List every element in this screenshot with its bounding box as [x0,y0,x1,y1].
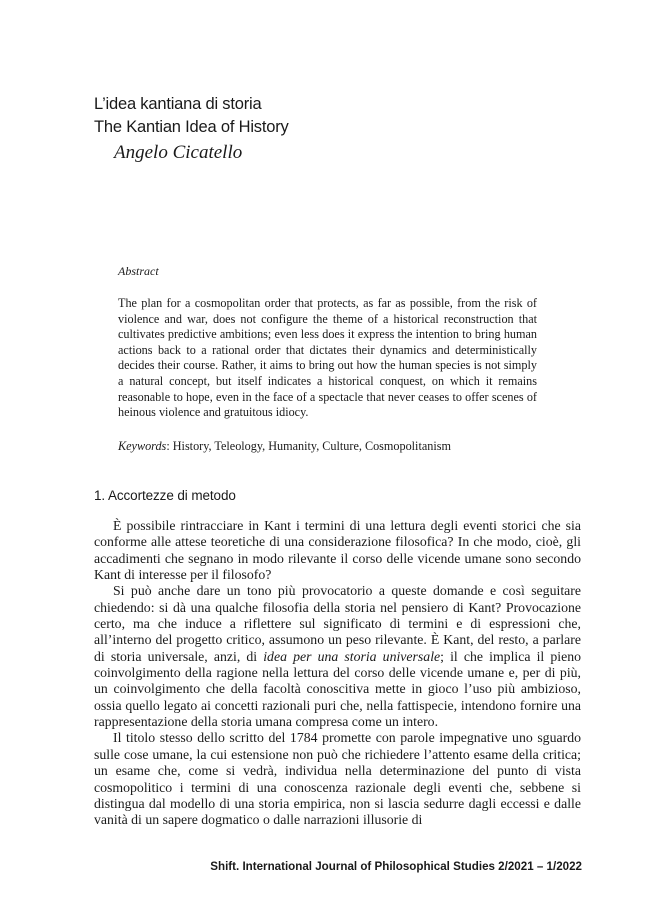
article-title-italian: L’idea kantiana di storia [94,95,262,113]
keywords-separator: : [166,438,173,453]
keywords-list: History, Teleology, Humanity, Culture, Cosmopolitanism [172,438,451,453]
paragraph-1: È possibile rintracciare in Kant i termini di una lettura degli eventi storici che sia conforme alle attese teoretiche di una considerazione filosofica? In che modo, cioè, gli accadimenti che segnano in modo rilevante il corso delle vicende umane sono secondo Kant di interesse per il filosofo? [94,518,581,583]
keywords-line [118,439,537,455]
body-text [94,518,581,829]
abstract-block [118,264,537,454]
title-block [94,93,289,165]
abstract-text: The plan for a cosmopolitan order that protects, as far as possible, from the risk of violence and war, does not configure the theme of a historical reconstruction that cultivates predictive ambitions; even less does it express the intention to bring human actions back to a rational order that dictates their dynamics and deterministically decides their course. Rather, it aims to bring out how the human species is not simply a natural concept, but itself indicates a historical conquest, on which it remains reasonable to hope, even in the face of a spectacle that never ceases to offer scenes of heinous violence and gratuitous idiocy. [118,296,537,420]
journal-footer: Shift. International Journal of Philosophical Studies 2/2021 – 1/2022 [210,860,582,873]
keywords-label: Keywords [118,438,167,453]
paragraph-3: Il titolo stesso dello scritto del 1784 promette con parole impegnative uno sguardo sulle cose umane, la cui estensione non può che richiedere l’attento esame della critica; un esame che, come si vedrà, individua nella determinazione del punto di vista cosmopolitico i termini di una conoscenza razionale degli eventi che, sebbene si distingua dal modello di una storia empirica, non si lascia sedurre dagli eccessi e dalle vanità di un sapere dogmatico o dalle narrazioni illusorie di [94,730,581,828]
abstract-heading: Abstract [118,264,159,278]
author-name: Angelo Cicatello [114,142,243,163]
article-title-english: The Kantian Idea of History [94,118,289,136]
paragraph-2-part-2: ; il che implica il pieno coinvolgimento della ragione nella lettura del corso delle vicende umane e, per di più, un coinvolgimento che della facoltà conoscitiva mette in gioco l’uso più ambizioso, ossia quello legato ai concetti razionali puri che, nella fattispecie, intendono fornire una rappresentazione della storia umana compresa come un intero. [94,648,582,730]
section-heading: 1. Accortezze di metodo [94,488,236,503]
paragraph-2-emphasis: idea per una storia universale [263,648,441,664]
paragraph-2 [94,583,581,730]
paragraph-2-part-1: Si può anche dare un tono più provocatorio a queste domande e così seguitare chiedendo: si dà una qualche filosofia della storia nel pensiero di Kant? Provocazione certo, ma che induce a riflettere sul significato di termini e di espressioni che, all’interno del progetto critico, assumono un peso rilevante. È Kant, del resto, a parlare di storia universale, anzi, di [94,583,581,664]
